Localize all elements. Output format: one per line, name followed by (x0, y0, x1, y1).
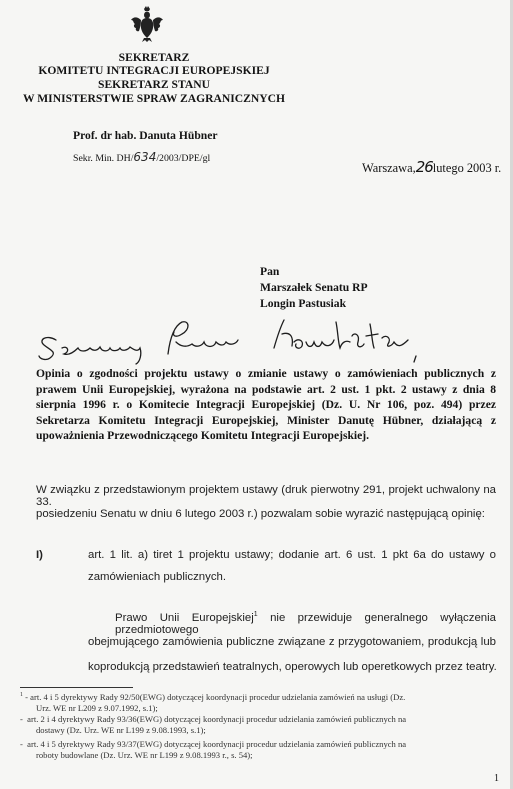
sender-name: Prof. dr hab. Danuta Hübner (73, 129, 218, 142)
subject-line-2: prawem Unii Europejskiej, wyrażona na podstawie art. 2 ust. 1 pkt. 2 ustawy z dnia 8 (36, 382, 496, 396)
footnote-1-line-1: - art. 4 i 5 dyrektywy Rady 92/50(EWG) dotyczącej koordynacji procedur udzielania zamówień na usługi (Dz. (25, 691, 406, 702)
footnote-3-marker: - (20, 739, 23, 749)
header-title-line2: KOMITETU INTEGRACJI EUROPEJSKIEJ (38, 64, 270, 77)
footnote-reference: 1 (253, 611, 258, 618)
footnote-2-marker: - (20, 714, 23, 724)
paragraph-line-2: obejmującego zamówienia publiczne związane z przygotowaniem, produkcją lub (88, 636, 496, 648)
footnote-3-line-1: art. 4 i 5 dyrektywy Rady 93/37(EWG) dotyczącej koordynacji procedur udzielania zamówień publicznych na (27, 739, 407, 749)
reference-prefix: Sekr. Min. DH/ (73, 153, 134, 164)
intro-line-2: posiedzeniu Senatu w dniu 6 lutego 2003 r.) pozwalam sobie wyrazić następującą opinię: (36, 508, 485, 520)
footnote-2-line-2: dostawy (Dz. Urz. WE nr L199 z 9.08.1993, s.1); (36, 725, 206, 735)
subject-block (36, 366, 496, 444)
reference-number (73, 150, 210, 164)
polish-eagle-emblem-icon (131, 6, 163, 42)
footnote-2 (20, 714, 406, 736)
paragraph-line-1 (115, 611, 496, 636)
paragraph-line1-rest: nie przewiduje generalnego wyłączenia przedmiotowego (115, 611, 496, 636)
footnote-3-line-2: roboty budowlane (Dz. Urz. WE nr L199 z 9.08.1993 r., s. 54); (36, 750, 253, 760)
section-line-2: zamówieniach publicznych. (88, 571, 227, 583)
subject-line-5: upoważnienia Przewodniczącego Komitetu Integracji Europejskiej. (36, 429, 370, 442)
paragraph-line-3: koprodukcją przedstawień teatralnych, operowych lub operetkowych przez teatry. (88, 661, 497, 673)
paragraph-start: Prawo Unii Europejskiej (115, 611, 254, 624)
header-title-line1: SEKRETARZ (118, 51, 190, 64)
footnote-1-marker: 1 (20, 692, 23, 698)
addressee-line2: Marszałek Senatu RP (260, 281, 368, 294)
footnote-1 (20, 690, 405, 714)
handwritten-greeting (36, 312, 428, 372)
intro-line-1: W związku z przedstawionym projektem ustawy (druk pierwotny 291, projekt uchwalony na 33. (36, 484, 496, 508)
subject-line-3: sierpnia 1996 r. o Komitecie Integracji Europejskiej (Dz. U. Nr 106, poz. 494) przez (36, 398, 496, 411)
reference-handwritten-number: 634 (133, 150, 157, 164)
subject-line-4: Sekretarza Komitetu Integracji Europejskiej, Minister Danutę Hübner, działającą z (36, 413, 496, 427)
addressee-line3: Longin Pastusiak (260, 297, 347, 310)
subject-line-1: Opinia o zgodności projektu ustawy o zmianie ustawy o zamówieniach publicznych z (36, 367, 496, 380)
reference-suffix: /2003/DPE/gl (156, 153, 211, 164)
addressee-line1: Pan (260, 265, 280, 278)
section-line-1: art. 1 lit. a) tiret 1 projektu ustawy; dodanie art. 6 ust. 1 pkt 6a do ustawy o (88, 549, 496, 561)
date-place: Warszawa, (362, 161, 416, 175)
header-title-line3: SEKRETARZ STANU (98, 78, 210, 91)
letter-date (362, 158, 501, 176)
footnote-separator (20, 687, 133, 688)
footnote-2-line-1: art. 2 i 4 dyrektywy Rady 93/36(EWG) dotyczącej koordynacji procedur udzielania zamówień publicznych na (27, 714, 407, 724)
date-rest: lutego 2003 r. (432, 161, 502, 175)
date-handwritten-day: 26 (415, 158, 433, 176)
header-title-line4: W MINISTERSTWIE SPRAW ZAGRANICZNYCH (22, 92, 286, 105)
footnote-1-line-2: Urz. WE nr L209 z 9.07.1992, s.1); (36, 702, 158, 713)
footnote-3 (20, 739, 406, 761)
page-number: 1 (494, 773, 499, 784)
section-marker: I) (36, 549, 43, 561)
